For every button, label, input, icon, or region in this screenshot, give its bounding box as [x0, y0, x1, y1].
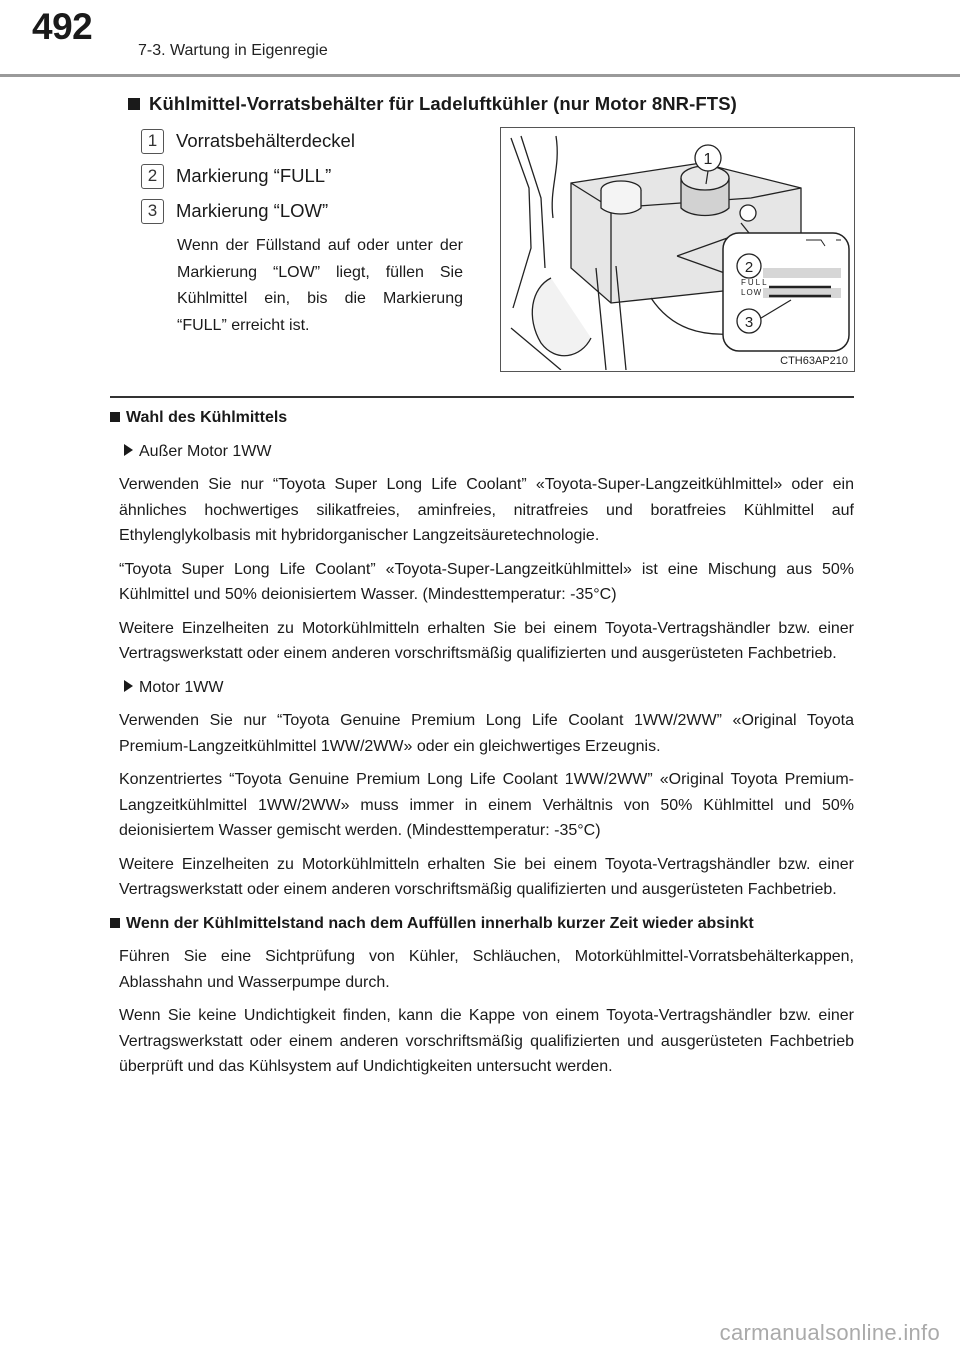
watermark-text: carmanualsonline.info	[719, 1320, 940, 1345]
bullet-item: Außer Motor 1WW	[124, 439, 854, 465]
subheading-kuehlmittelwahl: Wahl des Kühlmittels	[110, 405, 854, 431]
legend-item-1	[141, 127, 355, 155]
paragraph: Weitere Einzelheiten zu Motorkühlmitteln erhalten Sie bei einem Toyota-Vertragshändler bzw. einer Vertragswerkstatt oder einem anderen vorschriftsmäßig qualifizierten und ausgerüsteten Fachbetrieb.	[119, 855, 854, 898]
paragraph: Konzentriertes “Toyota Genuine Premium Long Life Coolant 1WW/2WW” «Original Toyota Premium-Langzeitkühlmittel 1WW/2WW» muss immer in einem Verhältnis von 50% Kühlmittel und 50% deionisiertem Wasser gemischt werden. (Mindesttemperatur: -35°C)	[119, 771, 854, 839]
legend-label: Markierung “FULL”	[176, 165, 332, 186]
main-content	[110, 405, 854, 1088]
square-bullet-icon	[110, 918, 120, 928]
callout-2-label: 2	[744, 259, 754, 276]
section-title	[128, 93, 737, 115]
bullet-item: Motor 1WW	[124, 675, 854, 701]
triangle-bullet-icon	[124, 680, 133, 692]
legend-item-2	[141, 162, 331, 190]
number-badge: 2	[141, 164, 164, 189]
callout-3-label: 3	[744, 314, 754, 331]
paragraph: “Toyota Super Long Life Coolant” «Toyota-Super-Langzeitkühlmittel» ist eine Mischung aus 50% Kühlmittel und 50% deionisiertem Wasser. (Mindesttemperatur: -35°C)	[119, 560, 854, 603]
refill-note: Wenn der Füllstand auf oder unter der Markierung “LOW” liegt, füllen Sie Kühlmittel ein, bis die Markierung “FULL” erreicht ist.	[177, 237, 463, 334]
triangle-bullet-icon	[124, 444, 133, 456]
paragraph: Wenn Sie keine Undichtigkeit finden, kann die Kappe von einem Toyota-Vertragshändler bzw. einer Vertragswerkstatt oder einem anderen vorschriftsmäßig qualifizierten und ausgerüsteten Fachbetrieb überprüft und das Kühlsystem auf Undichtigkeiten untersucht werden.	[119, 1007, 854, 1075]
legend-label: Markierung “LOW”	[176, 200, 329, 221]
section-divider	[110, 396, 854, 398]
square-bullet-icon	[110, 412, 120, 422]
full-mark-label: FULL	[741, 278, 769, 287]
paragraph: Weitere Einzelheiten zu Motorkühlmitteln erhalten Sie bei einem Toyota-Vertragshändler bzw. einer Vertragswerkstatt oder einem anderen vorschriftsmäßig qualifizierten und ausgerüsteten Fachbetrieb.	[119, 619, 854, 662]
paragraph: Führen Sie eine Sichtprüfung von Kühler, Schläuchen, Motorkühlmittel-Vorratsbehälterkappen, Ablasshahn und Wasserpumpe durch.	[119, 948, 854, 991]
header-divider	[0, 74, 960, 77]
page-number: 492	[32, 6, 93, 47]
paragraph: Verwenden Sie nur “Toyota Genuine Premium Long Life Coolant 1WW/2WW” «Original Toyota Premium-Langzeitkühlmittel 1WW/2WW» oder ein gleichwertiges Erzeugnis.	[119, 712, 854, 755]
legend-item-3	[141, 197, 328, 225]
callout-1-label: 1	[703, 151, 713, 168]
number-badge: 1	[141, 129, 164, 154]
subheading-kuehlmittelverlust: Wenn der Kühlmittelstand nach dem Auffüllen innerhalb kurzer Zeit wieder absinkt	[110, 911, 854, 937]
legend-label: Vorratsbehälterdeckel	[176, 130, 355, 151]
engine-bay-drawing	[501, 128, 853, 370]
coolant-reservoir-illustration	[500, 127, 855, 372]
figure-code: CTH63AP210	[780, 355, 848, 367]
square-bullet-icon	[128, 98, 140, 110]
low-mark-label: LOW	[741, 288, 763, 297]
paragraph: Verwenden Sie nur “Toyota Super Long Life Coolant” «Toyota-Super-Langzeitkühlmittel» oder ein ähnliches hochwertiges silikatfreies, aminfreies, nitratfreies und boratfreies Kühlmittel auf Ethylenglykolbasis mit hybridorganischer Langzeitsäuretechnologie.	[119, 476, 854, 544]
number-badge: 3	[141, 199, 164, 224]
section-title-text: Kühlmittel-Vorratsbehälter für Ladeluftkühler (nur Motor 8NR-FTS)	[149, 93, 737, 114]
chapter-title: 7-3. Wartung in Eigenregie	[138, 42, 328, 59]
